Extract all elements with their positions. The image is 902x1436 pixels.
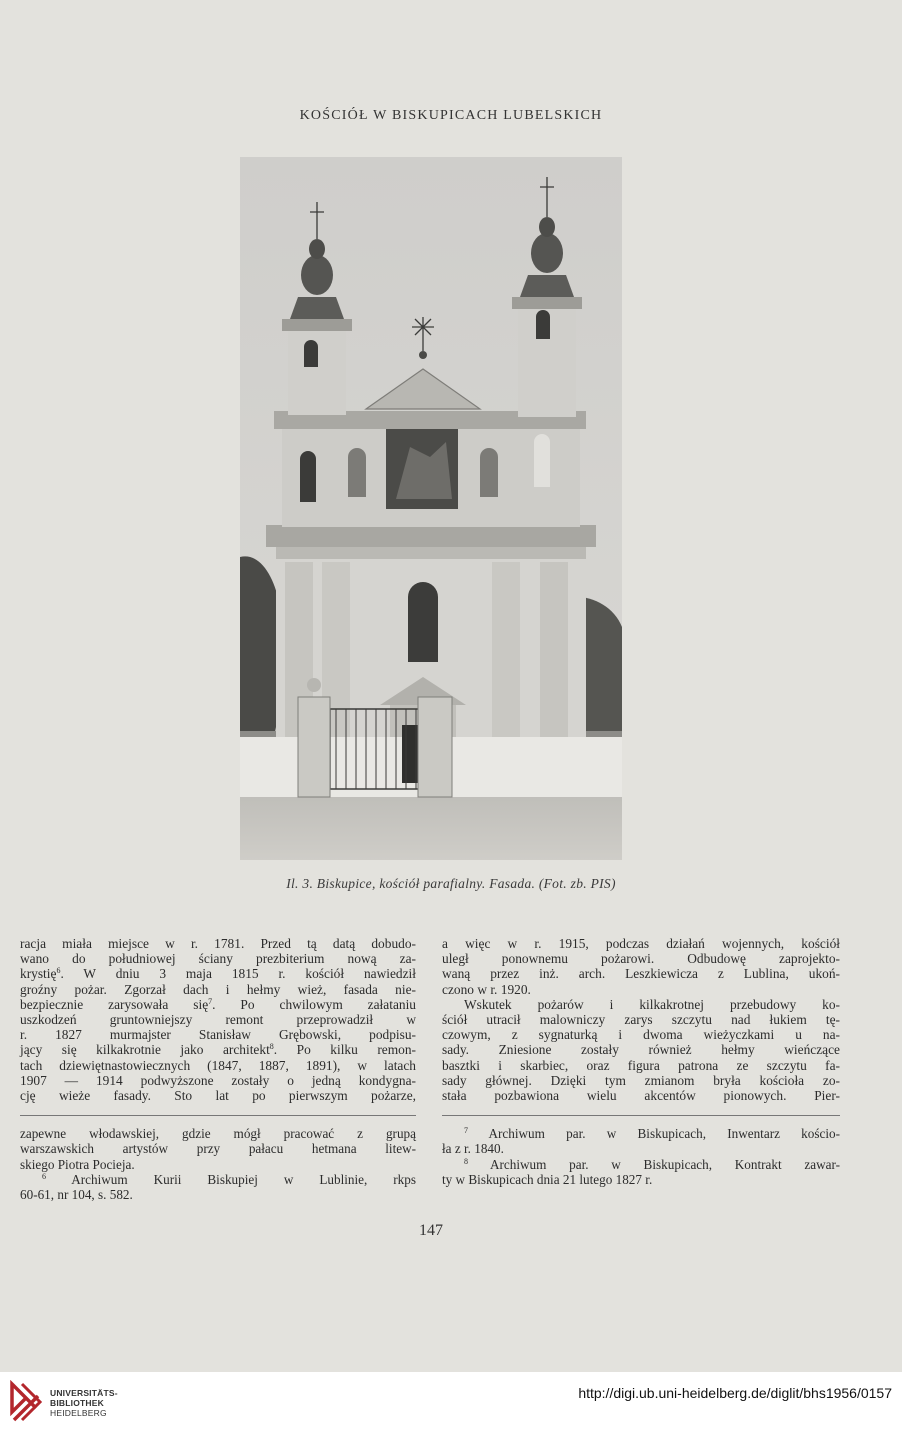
text-line: czowym, z sygnaturką i dwoma wieżyczkami u na- <box>442 1027 840 1043</box>
figure-caption: Il. 3. Biskupice, kościół parafialny. Fasada. (Fot. zb. PIS) <box>286 876 616 891</box>
footnote-line <box>442 1157 840 1172</box>
text-fragment: krystię <box>20 966 57 982</box>
library-name-line: UNIVERSITÄTS- <box>50 1388 118 1398</box>
footnotes-right <box>442 1126 840 1187</box>
text-line: a więc w r. 1915, podczas działań wojennych, kościół <box>442 936 840 951</box>
footnotes-left <box>20 1126 416 1202</box>
text-line: stała pozbawiona wielu akcentów pionowych. Pier- <box>442 1088 840 1104</box>
footnote-ref: 6 <box>56 966 61 976</box>
footnote-ref: 7 <box>208 996 213 1006</box>
footnote-line <box>20 1172 416 1187</box>
footnote-line: warszawskich artystów przy pałacu hetmana litew- <box>20 1141 416 1157</box>
page-number: 147 <box>419 1222 443 1239</box>
text-line: r. 1827 murmajster Stanisław Grębowski, podpisu- <box>20 1027 416 1043</box>
footnote-line: ty w Biskupicach dnia 21 lutego 1827 r. <box>442 1171 653 1187</box>
text-fragment: bezpiecznie zarysowała się <box>20 996 209 1012</box>
source-url-link[interactable]: http://digi.ub.uni-heidelberg.de/diglit/bhs1956/0157 <box>578 1385 892 1401</box>
footnote-line: ła z r. 1840. <box>442 1141 504 1157</box>
footnote-line <box>442 1126 840 1141</box>
library-name <box>50 1388 118 1418</box>
footnote-number: 7 <box>464 1126 468 1135</box>
text-fragment: . Po kilku remon- <box>273 1042 416 1058</box>
text-line: 1907 — 1914 podwyższone zostały o jedną kondygna- <box>20 1072 416 1088</box>
text-fragment: Archiwum Kurii Biskupiej w Lublinie, rkps <box>46 1171 416 1187</box>
text-fragment: Archiwum par. w Biskupicach, Inwentarz kościo- <box>468 1126 840 1141</box>
text-line: tach dziewiętnastowiecznych (1847, 1887, 1891), w latach <box>20 1057 416 1073</box>
library-name-line: HEIDELBERG <box>50 1408 107 1418</box>
text-line: groźny pożar. Zgorzał dach i hełmy wież, fasada nie- <box>20 981 416 997</box>
text-fragment: . Po chwilowym załataniu <box>212 996 416 1012</box>
library-name-line: BIBLIOTHEK <box>50 1398 104 1408</box>
body-text-right-column <box>442 936 840 1103</box>
text-fragment: jący się kilkakrotnie jako architekt <box>20 1042 270 1058</box>
church-facade-illustration <box>240 157 622 860</box>
text-line: Wskutek pożarów i kilkakrotnej przebudowy ko- <box>464 996 840 1012</box>
text-line: cję wieże fasady. Sto lat po pierwszym pożarze, <box>20 1088 416 1104</box>
running-head: KOŚCIÓŁ W BISKUPICACH LUBELSKICH <box>299 108 603 123</box>
church-facade-photo <box>240 157 622 860</box>
text-line: wano do południowej ściany prezbiterium nową za- <box>20 951 416 967</box>
text-line: basztki i skarbiec, oraz figura patrona ze szczytu fa- <box>442 1057 840 1073</box>
text-line <box>20 966 416 981</box>
text-line: sady. Zniesione zostały również hełmy wieńczące <box>442 1042 840 1058</box>
footnote-number: 6 <box>42 1171 46 1181</box>
digitization-footer <box>0 1372 902 1436</box>
footnote-divider-left <box>20 1115 416 1116</box>
text-line: sady głównej. Dzięki tym zmianom bryła kościoła zo- <box>442 1072 840 1088</box>
text-line: uległ ponownemu pożarowi. Odbudowę zaprojekto- <box>442 951 840 967</box>
footnote-number: 8 <box>464 1156 468 1166</box>
footnote-line: zapewne włodawskiej, gdzie mógł pracować z grupą <box>20 1126 416 1141</box>
text-line: czono w r. 1920. <box>442 981 531 997</box>
text-line: uszkodzeń gruntowniejszy remont przeprowadził w <box>20 1012 416 1028</box>
text-line: ściół utracił malowniczy zarys szczytu nad łukiem tę- <box>442 1012 840 1028</box>
text-line <box>20 997 416 1012</box>
text-fragment: . W dniu 3 maja 1815 r. kościół nawiedził <box>60 966 416 982</box>
text-line: racja miała miejsce w r. 1781. Przed tą datą dobudo- <box>20 936 416 951</box>
footnote-line: 60-61, nr 104, s. 582. <box>20 1187 133 1203</box>
text-fragment: Archiwum par. w Biskupicach, Kontrakt zawar- <box>468 1156 840 1172</box>
footnote-ref: 8 <box>269 1042 274 1052</box>
text-line <box>20 1042 416 1057</box>
body-text-left-column <box>20 936 416 1103</box>
university-library-logo-icon <box>8 1380 44 1424</box>
text-line: waną przez inż. arch. Leszkiewicza z Lublina, ukoń- <box>442 966 840 982</box>
footnote-line: skiego Piotra Pocieja. <box>20 1156 135 1172</box>
footnote-divider-right <box>442 1115 840 1116</box>
